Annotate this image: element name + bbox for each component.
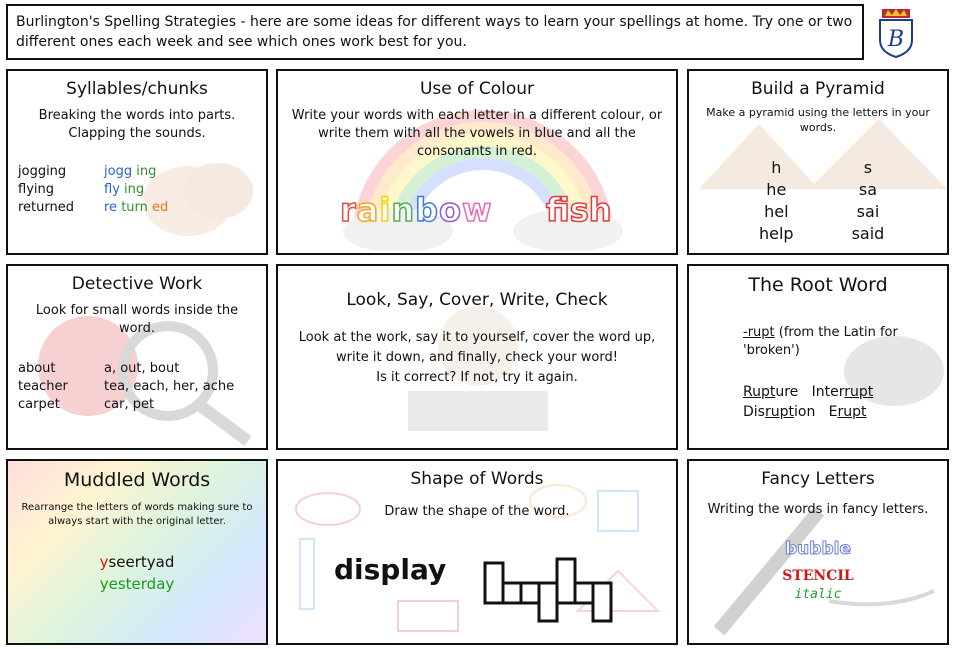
fancy-desc: Writing the words in fancy letters. xyxy=(707,502,929,517)
fancy-panel xyxy=(687,459,949,645)
syllable-chunks: fly ing xyxy=(104,182,145,197)
colour-letter: r xyxy=(340,191,357,229)
root-example: Erupt xyxy=(828,404,867,420)
syllables-desc: Breaking the words into parts. Clapping the sounds. xyxy=(38,108,236,141)
detective-word: about xyxy=(18,361,56,376)
syllables-word-list xyxy=(18,163,74,217)
pyramid-title: Build a Pyramid xyxy=(751,79,885,99)
muddled-answer: yesterday xyxy=(99,575,175,593)
colour-letter: s xyxy=(569,191,589,229)
header-text: Burlington's Spelling Strategies - here are some ideas for different ways to learn your spellings at home. Try one or two different ones each week and see which ones work best for you. xyxy=(16,14,853,50)
shape-desc: Draw the shape of the word. xyxy=(384,504,570,519)
root-definition: -rupt (from the Latin for 'broken') xyxy=(743,325,898,358)
root-word-panel xyxy=(687,264,949,450)
school-crest-icon xyxy=(876,6,916,58)
lscwc-desc: Look at the work, say it to yourself, cover the word up, write it down, and finally, check your word! xyxy=(298,330,656,365)
fancy-title: Fancy Letters xyxy=(761,469,875,489)
muddled-panel xyxy=(6,459,268,645)
lscwc-desc-2: Is it correct? If not, try it again. xyxy=(376,370,578,385)
detective-word-list xyxy=(18,360,68,414)
detective-small-words: tea, each, her, ache xyxy=(104,379,235,394)
colour-panel xyxy=(276,69,678,255)
colour-desc: Write your words with each letter in a different colour, or write them with all the vowels in blue and all the consonants in red. xyxy=(291,108,663,159)
colour-letter: o xyxy=(439,191,463,229)
word-shape-outline xyxy=(482,557,642,629)
shape-panel xyxy=(276,459,678,645)
root-examples xyxy=(743,382,873,422)
shape-title: Shape of Words xyxy=(410,469,544,489)
rainbow-word xyxy=(340,191,493,229)
syllable-word: returned xyxy=(18,200,74,215)
pyramid-panel xyxy=(687,69,949,255)
detective-panel xyxy=(6,264,268,450)
header-banner xyxy=(6,4,864,60)
colour-letter: n xyxy=(391,191,416,229)
detective-title: Detective Work xyxy=(71,274,203,294)
colour-title: Use of Colour xyxy=(419,79,535,99)
root-example: Disruption xyxy=(743,404,816,420)
fancy-bubble: bubble xyxy=(785,539,851,559)
root-example: Interrupt xyxy=(811,384,874,400)
colour-letter: f xyxy=(546,191,570,229)
fish-word xyxy=(546,191,612,229)
pyramid-desc: Make a pyramid using the letters in your words. xyxy=(706,106,930,134)
muddled-scrambled: yseertyad xyxy=(99,553,175,571)
detective-small-words: car, pet xyxy=(104,397,155,412)
detective-small-words: a, out, bout xyxy=(104,361,180,376)
detective-small-word-list xyxy=(104,360,234,414)
lscwc-title: Look, Say, Cover, Write, Check xyxy=(346,290,608,310)
syllables-title: Syllables/chunks xyxy=(66,79,208,99)
muddled-desc: Rearrange the letters of words making sure to always start with the original letter. xyxy=(21,502,253,527)
colour-letter: b xyxy=(415,191,440,229)
fancy-italic: italic xyxy=(794,587,842,602)
muddled-title: Muddled Words xyxy=(63,469,211,491)
pyramid-table: h s he sa hel sai help said xyxy=(759,158,885,243)
detective-word: carpet xyxy=(18,397,60,412)
syllable-word: flying xyxy=(18,182,54,197)
syllable-word: jogging xyxy=(18,164,67,179)
syllable-chunks: re turn ed xyxy=(104,200,169,215)
colour-letter: i xyxy=(379,191,392,229)
root-title: The Root Word xyxy=(748,274,888,296)
svg-text:B: B xyxy=(887,27,905,52)
syllables-panel xyxy=(6,69,268,255)
colour-letter: h xyxy=(588,191,612,229)
detective-word: teacher xyxy=(18,379,68,394)
root-example: Rupture xyxy=(743,384,799,400)
fancy-stencil: STENCIL xyxy=(782,568,854,584)
shape-word: display xyxy=(334,553,447,586)
colour-letter: w xyxy=(462,191,493,229)
colour-letter: a xyxy=(356,191,380,229)
root-morpheme: -rupt xyxy=(743,325,775,340)
syllable-chunks: jogg ing xyxy=(104,164,157,179)
detective-desc: Look for small words inside the word. xyxy=(35,303,239,336)
lscwc-panel xyxy=(276,264,678,450)
syllables-chunk-list xyxy=(104,163,168,217)
